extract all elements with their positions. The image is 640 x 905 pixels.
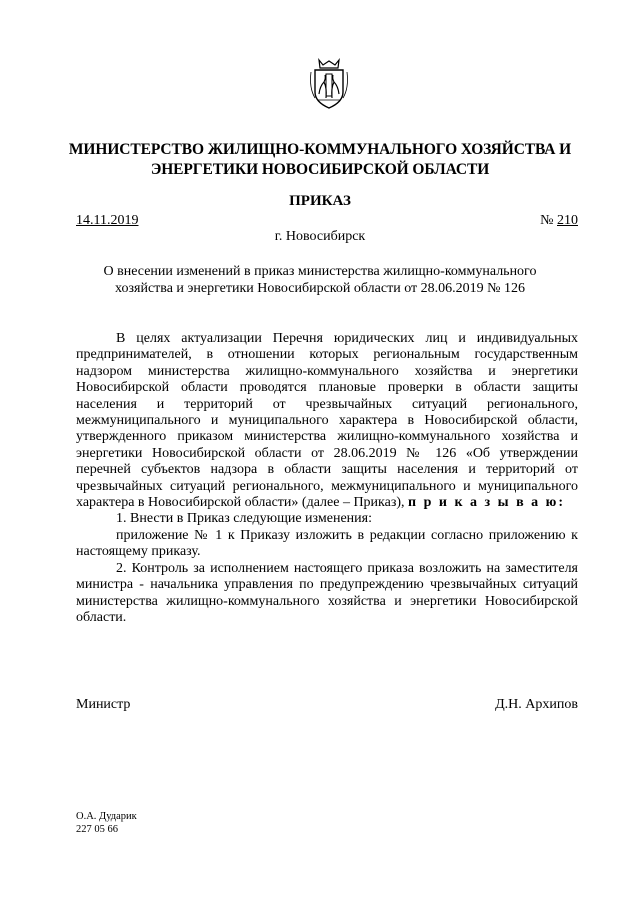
ministry-line-1: МИНИСТЕРСТВО ЖИЛИЩНО-КОММУНАЛЬНОГО ХОЗЯЙСТВА И: [68, 141, 572, 158]
executor-name: О.А. Дударик: [76, 811, 137, 822]
preamble-paragraph: [76, 331, 578, 511]
order-title: ПРИКАЗ: [289, 193, 351, 209]
ministry-name: [60, 140, 580, 180]
signatory-position: Министр: [76, 697, 131, 712]
item-2: 2. Контроль за исполнением настоящего приказа возложить на заместителя министра - начальника управления по предупреждению чрезвычайных ситуаций министерства жилищно-коммунального хозяйства и энергетики Новосибирской области.: [76, 560, 578, 625]
order-body: [76, 331, 578, 626]
preamble-text: В целях актуализации Перечня юридических лиц и индивидуальных предпринимателей, в отношении которых региональным государственным надзором министерства жилищно-коммунального хозяйства и энергетики Новосибирской области проводятся плановые проверки в области защиты населения и территорий от чрезвычайных ситуаций регионального, межмуниципального и муниципального характера в Новосибирской области, утвержденного приказом министерства жилищно-коммунального хозяйства и энергетики Новосибирской области от 28.06.2019 № 126 «Об утверждении перечней субъектов надзора в области защиты населения и территорий от чрезвычайных ситуаций регионального, межмуниципального и муниципального характера в Новосибирской области» (далее – Приказ),: [76, 331, 578, 511]
item-1-sub: приложение № 1 к Приказу изложить в редакции согласно приложению к настоящему приказу.: [76, 527, 578, 560]
order-word: п р и к а з ы в а ю:: [408, 495, 566, 511]
order-city: г. Новосибирск: [274, 229, 366, 244]
coat-of-arms-icon: [307, 58, 351, 110]
ministry-line-2: ЭНЕРГЕТИКИ НОВОСИБИРСКОЙ ОБЛАСТИ: [150, 161, 490, 178]
item-1: 1. Внести в Приказ следующие изменения:: [116, 511, 372, 527]
executor-info: [76, 810, 137, 836]
order-number-prefix: №: [540, 213, 557, 228]
subject-line-2: хозяйства и энергетики Новосибирской области от 28.06.2019 № 126: [115, 281, 525, 296]
order-subject: [90, 263, 550, 297]
executor-phone: 227 05 66: [76, 824, 118, 835]
order-number-value: 210: [557, 213, 578, 228]
subject-line-1: О внесении изменений в приказ министерства жилищно-коммунального: [103, 264, 537, 279]
signatory-name: Д.Н. Архипов: [495, 697, 578, 712]
order-date: 14.11.2019: [76, 213, 139, 228]
order-number: [540, 213, 578, 229]
